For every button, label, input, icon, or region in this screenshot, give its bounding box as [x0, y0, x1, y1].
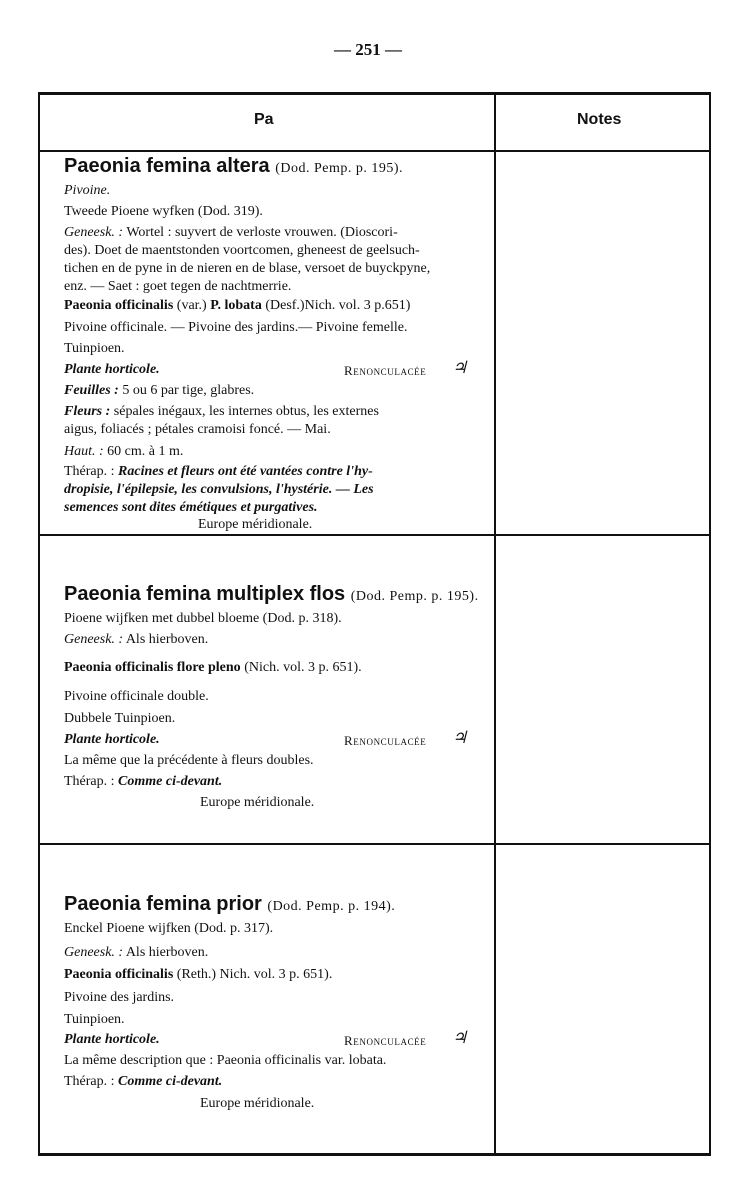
- column-header-main: Pa: [254, 111, 274, 128]
- entry-line: Plante horticole.: [64, 362, 160, 377]
- label-geneesk: Geneesk. :: [64, 945, 124, 960]
- entry-line: Fleurs : sépales inégaux, les internes obtus, les externes: [64, 404, 379, 419]
- table-bottom-rule: [38, 1153, 711, 1156]
- entry-line: tichen en de pyne in de nieren en de blase, versoet de buyckpyne,: [64, 261, 431, 276]
- entry-line: Dubbele Tuinpioen.: [64, 711, 176, 726]
- label-geneesk: Geneesk. :: [64, 632, 124, 647]
- region-label: Europe méridionale.: [200, 1096, 315, 1111]
- entry-line: Thérap. : Comme ci-devant.: [64, 774, 223, 789]
- perennial-symbol-icon: ♃: [452, 358, 468, 377]
- table-right-rule: [709, 92, 711, 1156]
- entry-line: Enckel Pioene wijfken (Dod. p. 317).: [64, 921, 274, 936]
- entry-line: La même que la précédente à fleurs doubles.: [64, 753, 314, 768]
- entry-line: Tuinpioen.: [64, 341, 125, 356]
- entry-line: Haut. : 60 cm. à 1 m.: [64, 444, 184, 459]
- entry-line: Pivoine officinale double.: [64, 689, 209, 704]
- table-left-rule: [38, 92, 40, 1156]
- column-divider: [494, 92, 496, 1156]
- column-header-notes: Notes: [577, 111, 622, 128]
- table-top-rule: [38, 92, 711, 95]
- family-label: Renonculacée: [344, 733, 427, 748]
- entry-line: Tweede Pioene wyfken (Dod. 319).: [64, 204, 263, 219]
- entry-line: Pivoine officinale. — Pivoine des jardins.— Pivoine femelle.: [64, 320, 408, 335]
- species-name: Paeonia officinalis: [64, 298, 174, 313]
- entry-line: des). Doet de maentstonden voortcomen, gheneest de geelsuch-: [64, 243, 420, 258]
- entry-line: Plante horticole.: [64, 732, 160, 747]
- entry-line: Paeonia officinalis (Reth.) Nich. vol. 3 p. 651).: [64, 967, 333, 982]
- family-label: Renonculacée: [344, 363, 427, 378]
- entry-line: Feuilles : 5 ou 6 par tige, glabres.: [64, 383, 255, 398]
- entry-title: Paeonia femina prior (Dod. Pemp. p. 194).: [64, 893, 396, 915]
- entry-title: Paeonia femina altera (Dod. Pemp. p. 195).: [64, 155, 404, 177]
- entry-line: Pivoine des jardins.: [64, 990, 175, 1005]
- family-label: Renonculacée: [344, 1033, 427, 1048]
- entry-line: Geneesk. : Als hierboven.: [64, 945, 209, 960]
- entry-line: Geneesk. : Als hierboven.: [64, 632, 209, 647]
- entry-line: Pioene wijfken met dubbel bloeme (Dod. p. 318).: [64, 611, 342, 626]
- entry-line: Tuinpioen.: [64, 1012, 125, 1027]
- region-label: Europe méridionale.: [198, 517, 313, 532]
- entry-title-citation: (Dod. Pemp. p. 195).: [275, 161, 404, 176]
- header-divider-rule: [38, 150, 711, 152]
- species-name: Paeonia officinalis: [64, 967, 174, 982]
- region-label: Europe méridionale.: [200, 795, 315, 810]
- entry-line: La même description que : Paeonia officinalis var. lobata.: [64, 1053, 387, 1068]
- entry-line: semences sont dites émétiques et purgatives.: [64, 500, 318, 515]
- entry-line: Geneesk. : Wortel : suyvert de verloste vrouwen. (Dioscori-: [64, 225, 398, 240]
- entry-line: Plante horticole.: [64, 1032, 160, 1047]
- label-geneesk: Geneesk. :: [64, 225, 124, 240]
- entry-line: Paeonia officinalis (var.) P. lobata (Desf.)Nich. vol. 3 p.651): [64, 298, 411, 313]
- entry-line: dropisie, l'épilepsie, les convulsions, l'hystérie. — Les: [64, 482, 374, 497]
- species-name: Paeonia officinalis flore pleno: [64, 660, 241, 675]
- row-divider-1: [38, 534, 711, 536]
- entry-title-citation: (Dod. Pemp. p. 195).: [350, 589, 479, 604]
- entry-line: Pivoine.: [64, 183, 111, 198]
- perennial-symbol-icon: ♃: [452, 728, 468, 747]
- entry-line: Paeonia officinalis flore pleno (Nich. vol. 3 p. 651).: [64, 660, 362, 675]
- row-divider-2: [38, 843, 711, 845]
- entry-line: Thérap. : Comme ci-devant.: [64, 1074, 223, 1089]
- entry-line: enz. — Saet : goet tegen de nachtmerrie.: [64, 279, 292, 294]
- entry-line: aigus, foliacés ; pétales cramoisi foncé. — Mai.: [64, 422, 331, 437]
- variety-name: P. lobata: [210, 298, 262, 313]
- perennial-symbol-icon: ♃: [452, 1028, 468, 1047]
- entry-line: Thérap. : Racines et fleurs ont été vantées contre l'hy-: [64, 464, 373, 479]
- entry-title: Paeonia femina multiplex flos (Dod. Pemp. p. 195).: [64, 583, 479, 605]
- page-number: — 251 —: [334, 40, 402, 59]
- entry-title-citation: (Dod. Pemp. p. 194).: [267, 899, 396, 914]
